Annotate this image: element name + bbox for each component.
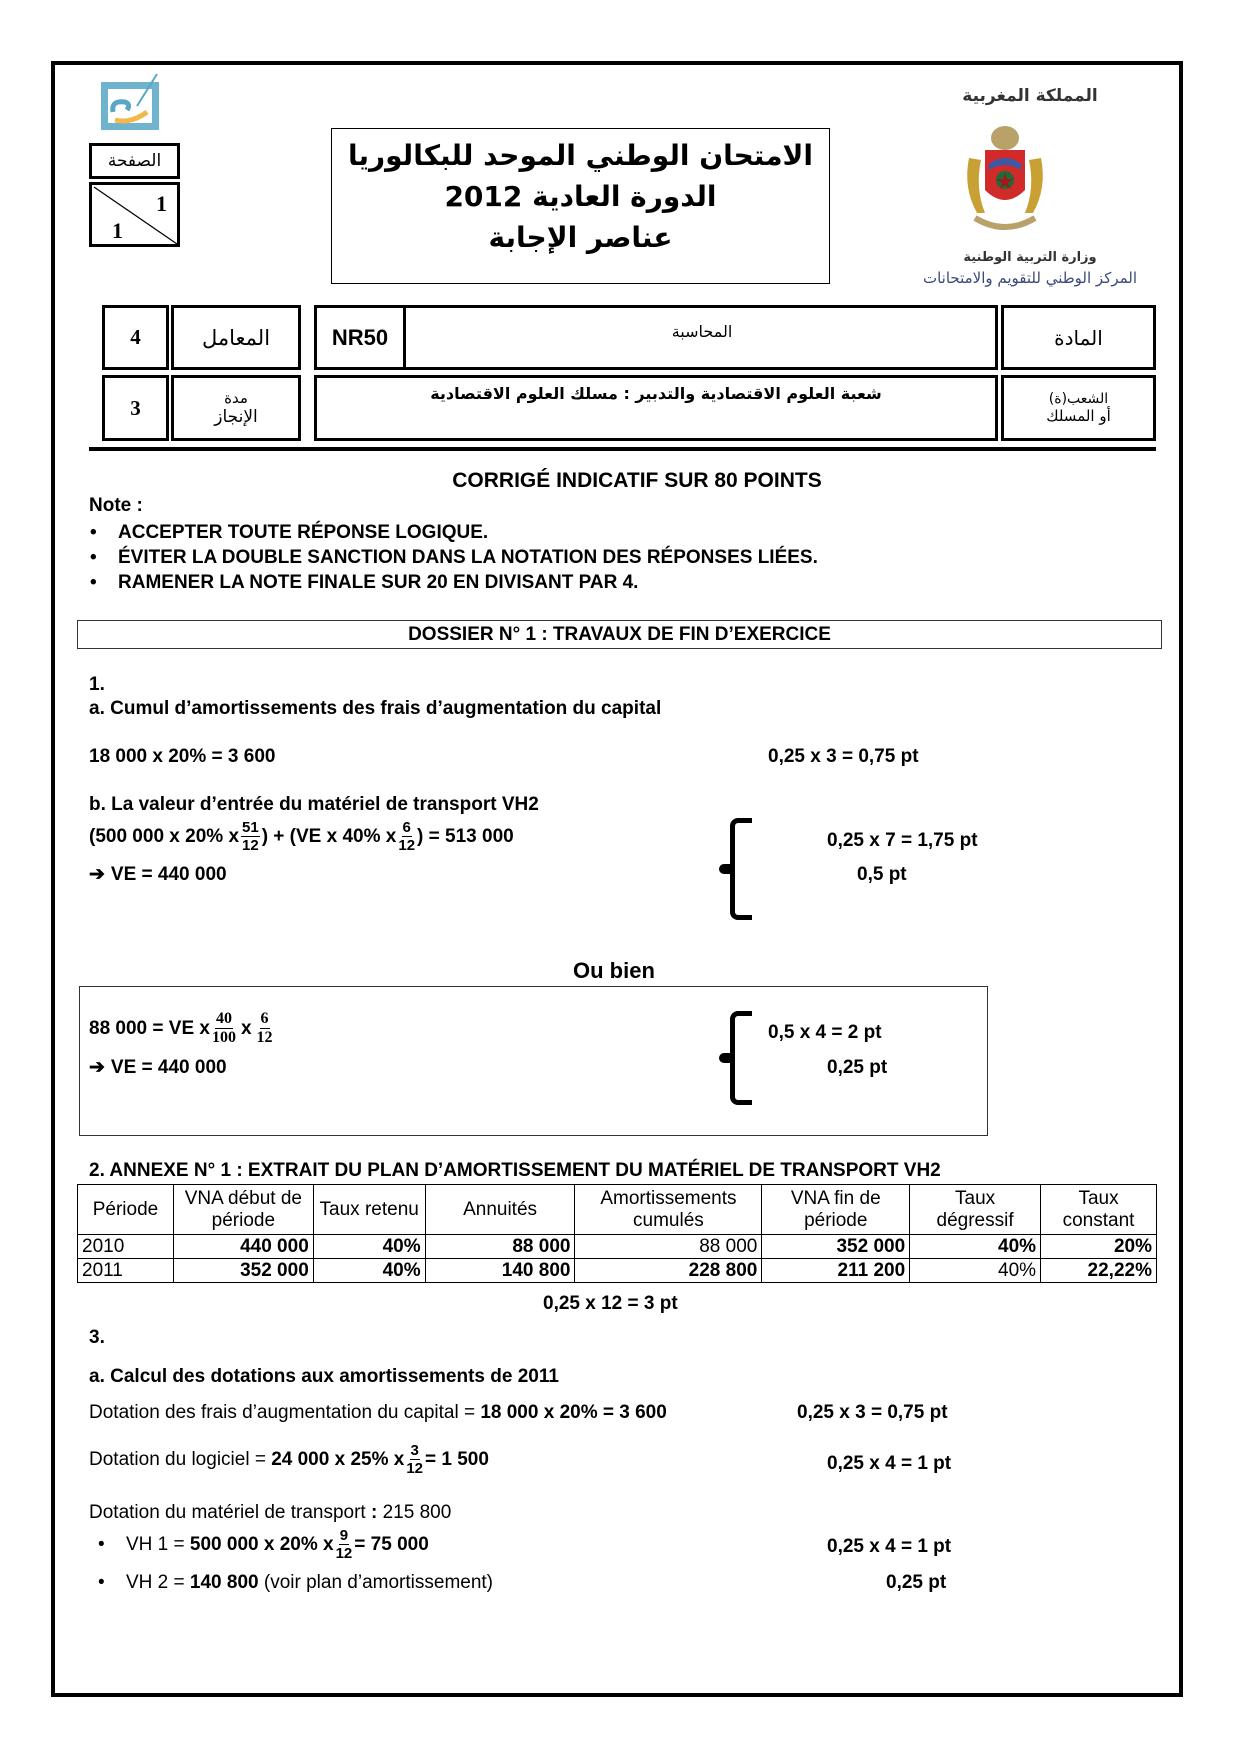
exam-center-logo bbox=[101, 72, 159, 130]
subject-label: المادة bbox=[1001, 305, 1156, 370]
alt-points-2: 0,25 pt bbox=[827, 1057, 888, 1078]
q3-line-capital-points: 0,25 x 3 = 0,75 pt bbox=[797, 1402, 948, 1423]
page-label: الصفحة bbox=[107, 151, 162, 171]
exam-title-line-2: الدورة العادية 2012 bbox=[444, 180, 717, 213]
q3-vh2: • VH 2 = 140 800 (voir plan d’amortissement) bbox=[126, 1572, 493, 1594]
duration-value: 3 bbox=[102, 375, 169, 441]
col-header: VNA fin de période bbox=[762, 1185, 910, 1235]
q3-line-logiciel-points: 0,25 x 4 = 1 pt bbox=[827, 1453, 952, 1474]
fraction-51-12: $\frac{51}{12}$ bbox=[242, 819, 259, 854]
exam-title-line-3: عناصر الإجابة bbox=[488, 221, 673, 254]
page-label-box bbox=[89, 143, 180, 179]
brace-icon bbox=[730, 818, 752, 920]
page-current: 1 bbox=[156, 191, 167, 216]
coefficient-value: 4 bbox=[102, 305, 169, 370]
q3-vh1: • VH 1 = 500 000 x 20% x $\frac{9}{12}$ = 75 000 bbox=[126, 1528, 429, 1561]
q3-vh2-points: 0,25 pt bbox=[886, 1572, 947, 1593]
alt-calc: 88 000 = VE x $\frac{40}{100}$ x $\frac{6}{12}$ bbox=[89, 1010, 273, 1046]
note-item-2: • ÉVITER LA DOUBLE SANCTION DANS LA NOTATION DES RÉPONSES LIÉES. bbox=[118, 547, 818, 569]
subject-name: المحاسبة bbox=[671, 322, 733, 341]
subject-code: NR50 bbox=[317, 308, 406, 367]
royal-emblem bbox=[955, 118, 1055, 243]
exam-title-box bbox=[331, 128, 830, 284]
q1b-points-2: 0,5 pt bbox=[857, 864, 907, 885]
subject-box bbox=[314, 305, 998, 370]
note-item-3: • RAMENER LA NOTE FINALE SUR 20 EN DIVISANT PAR 4. bbox=[118, 572, 638, 594]
corrige-title: CORRIGÉ INDICATIF SUR 80 POINTS bbox=[452, 469, 822, 492]
arrow-right-icon: ➔ bbox=[89, 864, 105, 885]
fraction-9-12: $\frac{9}{12}$ bbox=[335, 1527, 353, 1562]
dossier-title: DOSSIER N° 1 : TRAVAUX DE FIN D’EXERCICE bbox=[408, 623, 831, 645]
q2-points: 0,25 x 12 = 3 pt bbox=[543, 1293, 678, 1314]
q3-vh1-points: 0,25 x 4 = 1 pt bbox=[827, 1536, 952, 1557]
brace-icon bbox=[730, 1011, 752, 1105]
header-divider bbox=[89, 447, 1156, 451]
q1b-result: ➔ VE = 440 000 bbox=[89, 864, 227, 885]
col-header: VNA début de période bbox=[173, 1185, 313, 1235]
q1a-points: 0,25 x 3 = 0,75 pt bbox=[768, 746, 919, 767]
col-header: Taux dégressif bbox=[910, 1185, 1041, 1235]
fraction-6-12: $\frac{6}{12}$ bbox=[256, 1010, 273, 1046]
alt-label: Ou bien bbox=[573, 958, 655, 983]
col-header: Taux retenu bbox=[313, 1185, 425, 1235]
q1b-points-1: 0,25 x 7 = 1,75 pt bbox=[827, 830, 978, 851]
col-header: Annuités bbox=[425, 1185, 575, 1235]
q3-line-capital: Dotation des frais d’augmentation du capital = 18 000 x 20% = 3 600 bbox=[89, 1402, 667, 1423]
ministry-name: وزارة التربية الوطنية bbox=[963, 250, 1097, 265]
fraction-3-12: $\frac{3}{12}$ bbox=[406, 1442, 424, 1477]
q1a-title: a. Cumul d’amortissements des frais d’augmentation du capital bbox=[89, 698, 662, 719]
q3a-title: a. Calcul des dotations aux amortissements de 2011 bbox=[89, 1366, 559, 1387]
q1b-title: b. La valeur d’entrée du matériel de transport VH2 bbox=[89, 794, 539, 815]
q1b-calc: (500 000 x 20% x $\frac{51}{12}$ ) + (VE x 40% x $\frac{6}{12}$ ) = 513 000 bbox=[89, 819, 514, 854]
q1-number: 1. bbox=[89, 674, 105, 695]
fraction-40-100: $\frac{40}{100}$ bbox=[211, 1010, 236, 1046]
q3-number: 3. bbox=[89, 1327, 105, 1348]
col-header: Taux constant bbox=[1041, 1185, 1157, 1235]
page-total: 1 bbox=[112, 218, 123, 243]
branch-name: شعبة العلوم الاقتصادية والتدبير : مسلك العلوم الاقتصادية bbox=[430, 384, 882, 403]
alt-points-1: 0,5 x 4 = 2 pt bbox=[768, 1022, 882, 1043]
q2-title: 2. ANNEXE N° 1 : EXTRAIT DU PLAN D’AMORTISSEMENT DU MATÉRIEL DE TRANSPORT VH2 bbox=[89, 1160, 941, 1181]
kingdom-name: المملكة المغربية bbox=[962, 86, 1098, 106]
col-header: Amortissements cumulés bbox=[575, 1185, 762, 1235]
amortization-table bbox=[77, 1184, 1157, 1283]
q3-line-transport: Dotation du matériel de transport : 215 800 bbox=[89, 1502, 452, 1523]
exam-title-line-1: الامتحان الوطني الموحد للبكالوريا bbox=[347, 139, 814, 172]
dossier-banner bbox=[77, 620, 1162, 649]
table-row: 2010 440 000 40% 88 000 88 000 352 000 40% 20% bbox=[78, 1235, 1157, 1259]
q3-line-logiciel: Dotation du logiciel = 24 000 x 25% x $\frac{3}{12}$ = 1 500 bbox=[89, 1442, 489, 1477]
exam-center-name: المركز الوطني للتقويم والامتحانات bbox=[922, 269, 1138, 287]
arrow-right-icon: ➔ bbox=[89, 1057, 105, 1078]
coefficient-label: المعامل bbox=[171, 305, 301, 370]
page-number-box bbox=[89, 182, 180, 247]
note-item-1: • ACCEPTER TOUTE RÉPONSE LOGIQUE. bbox=[118, 522, 488, 544]
branch-label: الشعب(ة) أو المسلك bbox=[1001, 375, 1156, 441]
branch-box bbox=[314, 375, 998, 441]
note-label: Note : bbox=[89, 495, 143, 516]
q1a-calc: 18 000 x 20% = 3 600 bbox=[89, 746, 276, 767]
alt-result: ➔ VE = 440 000 bbox=[89, 1057, 227, 1078]
fraction-6-12: $\frac{6}{12}$ bbox=[398, 819, 416, 854]
table-row: 2011 352 000 40% 140 800 228 800 211 200 40% 22,22% bbox=[78, 1259, 1157, 1283]
table-header-row bbox=[78, 1185, 1157, 1235]
col-header: Période bbox=[78, 1185, 174, 1235]
duration-label: مدة الإنجاز bbox=[171, 375, 301, 441]
